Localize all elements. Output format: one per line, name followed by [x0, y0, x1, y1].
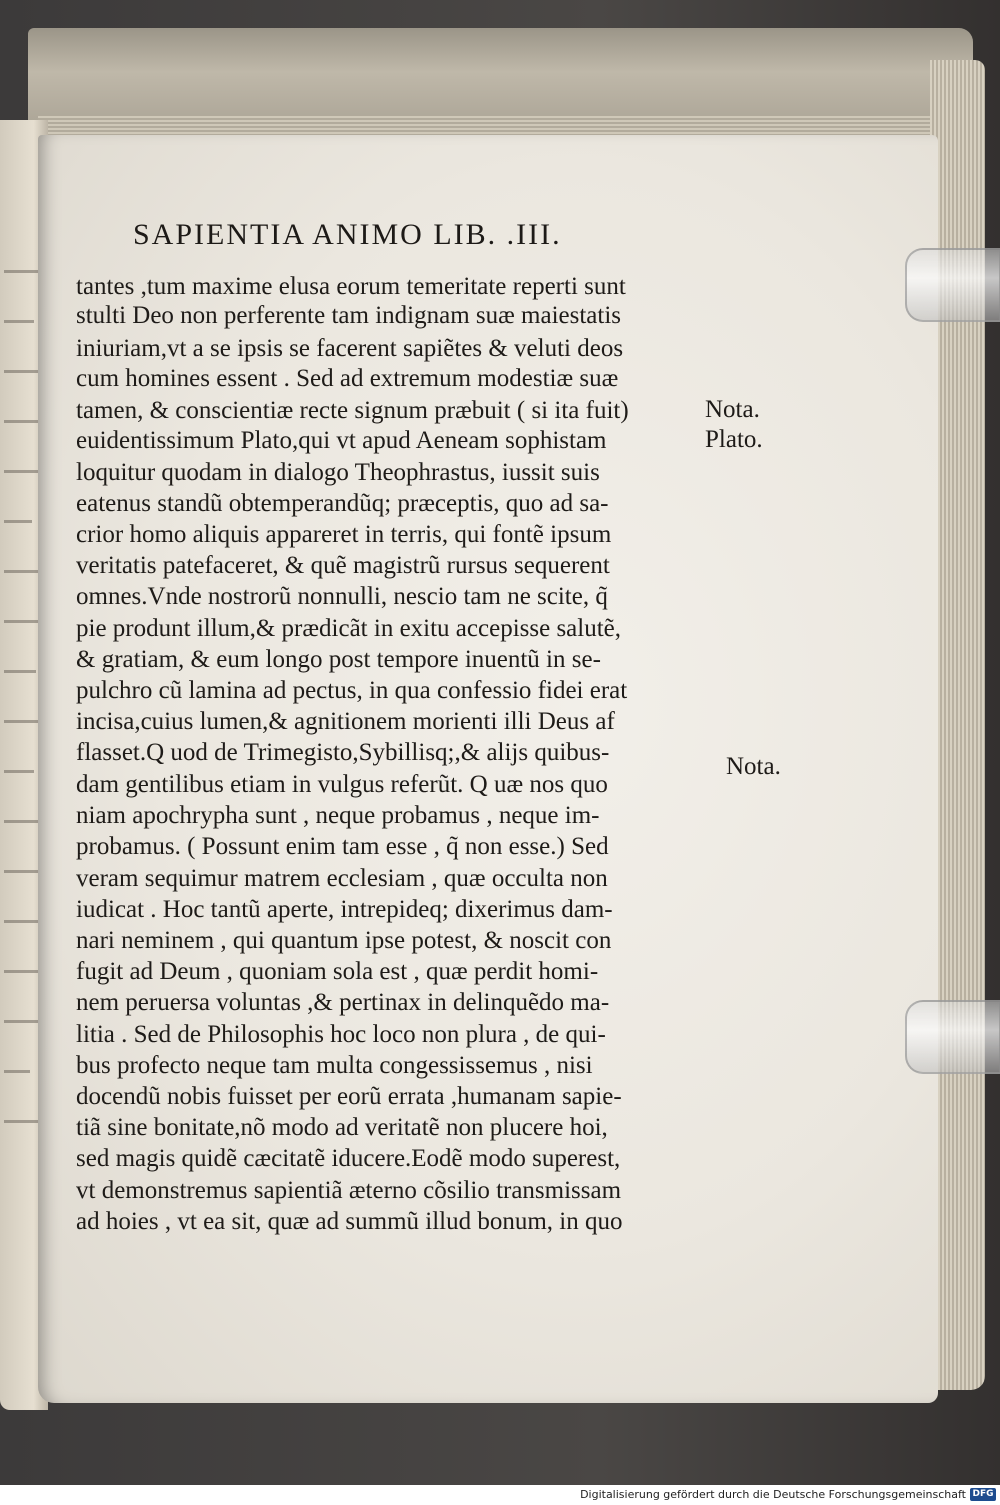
glass-clamp-bottom — [905, 1000, 1000, 1074]
text-line: docendũ nobis fuisset per eorũ errata ,humanam sapie- — [76, 1083, 622, 1110]
text-line: tamen, & conscientiæ recte signum præbuit ( si ita fuit) — [76, 397, 629, 424]
text-line: bus profecto neque tam multa congessissemus , nisi — [76, 1052, 593, 1079]
text-line: stulti Deo non perferente tam indignam suæ maiestatis — [76, 302, 622, 329]
text-line: cum homines essent . Sed ad extremum modestiæ suæ — [76, 365, 619, 392]
text-line: incisa,cuius lumen,& agnitionem morienti illi Deus af — [76, 708, 615, 735]
footer-bar — [0, 1485, 1000, 1505]
text-line: omnes.Vnde nostrorũ nonnulli, nescio tam ne scite, q̃ — [76, 583, 608, 610]
text-line: loquitur quodam in dialogo Theophrastus, iussit suis — [76, 459, 600, 486]
text-line: iniuriam,vt a se ipsis se facerent sapiẽtes & veluti deos — [76, 335, 624, 362]
text-line: flasset.Q uod de Trimegisto,Sybillisq;,& alijs quibus- — [76, 739, 610, 766]
margin-note: Nota. — [705, 396, 760, 423]
book-top-edge — [28, 28, 973, 138]
text-line: ad hoies , vt ea sit, quæ ad summũ illud bonum, in quo — [76, 1208, 623, 1235]
dfg-logo-icon: DFG — [970, 1488, 996, 1501]
text-line: pie produnt illum,& prædicãt in exitu accepisse salutẽ, — [76, 615, 622, 642]
text-line: dam gentilibus etiam in vulgus referũt. Q uæ nos quo — [76, 771, 608, 798]
text-line: nari neminem , qui quantum ipse potest, & noscit con — [76, 927, 612, 954]
text-line: fugit ad Deum , quoniam sola est , quæ perdit homi- — [76, 958, 599, 985]
running-header: SAPIENTIA ANIMO LIB. .III. — [133, 218, 562, 251]
text-line: veritatis patefaceret, & quẽ magistrũ rursus sequerent — [76, 552, 610, 579]
text-line: niam apochrypha sunt , neque probamus , neque im- — [76, 802, 600, 829]
footer-credit: Digitalisierung gefördert durch die Deutsche Forschungsgemeinschaft — [580, 1488, 966, 1501]
text-line: tantes ,tum maxime elusa eorum temeritate reperti sunt — [76, 273, 626, 300]
text-line: tiã sine bonitate,nõ modo ad veritatẽ non plucere hoi, — [76, 1114, 608, 1141]
text-line: veram sequimur matrem ecclesiam , quæ occulta non — [76, 865, 608, 892]
text-line: sed magis quidẽ cæcitatẽ iducere.Eodẽ modo superest, — [76, 1145, 621, 1172]
glass-clamp-top — [905, 248, 1000, 322]
text-line: crior homo aliquis appareret in terris, qui fontẽ ipsum — [76, 521, 612, 548]
text-line: vt demonstremus sapientiã æterno cõsilio transmissam — [76, 1177, 622, 1204]
margin-note: Nota. — [726, 753, 781, 780]
margin-note: Plato. — [705, 426, 763, 453]
text-line: euidentissimum Plato,qui vt apud Aeneam sophistam — [76, 427, 607, 454]
text-line: & gratiam, & eum longo post tempore inuentũ in se- — [76, 646, 601, 673]
text-line: probamus. ( Possunt enim tam esse , q̃ non esse.) Sed — [76, 833, 609, 860]
text-line: litia . Sed de Philosophis hoc loco non plura , de qui- — [76, 1021, 606, 1048]
text-line: nem peruersa voluntas ,& pertinax in delinquẽdo ma- — [76, 989, 610, 1016]
text-line: eatenus standũ obtemperandũq; præceptis, quo ad sa- — [76, 490, 609, 517]
text-line: pulchro cũ lamina ad pectus, in qua confessio fidei erat — [76, 677, 628, 704]
text-line: iudicat . Hoc tantũ aperte, intrepideq; dixerimus dam- — [76, 896, 613, 923]
